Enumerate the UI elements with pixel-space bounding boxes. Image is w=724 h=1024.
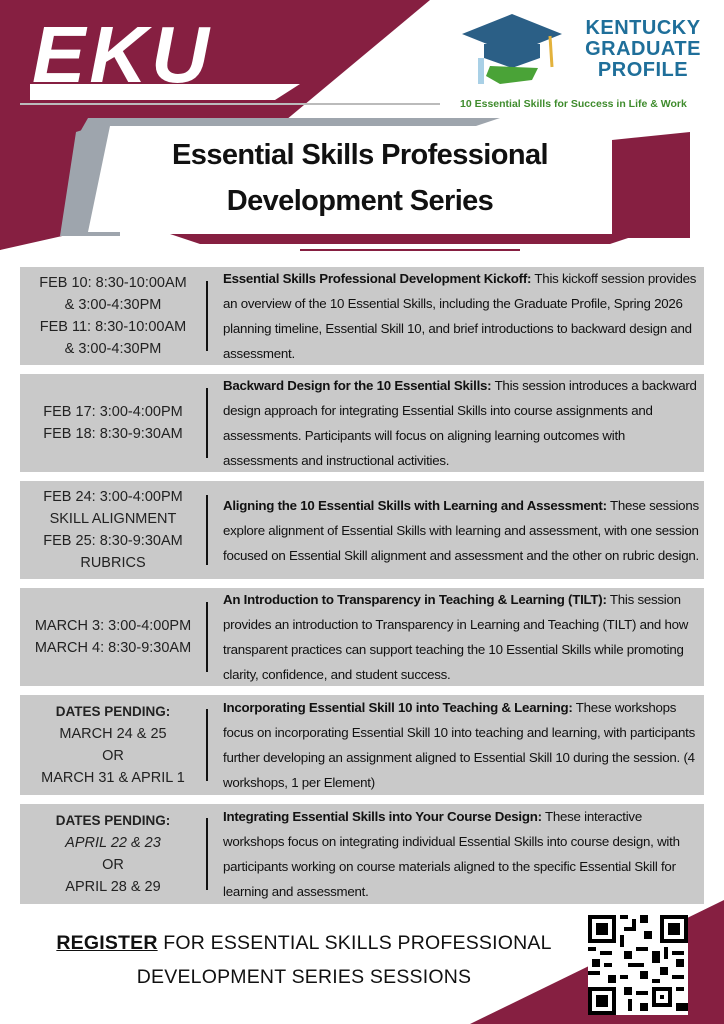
divider (206, 388, 208, 458)
date-line: FEB 11: 8:30-10:00AM (39, 319, 187, 335)
date-line: APRIL 28 & 29 (65, 879, 161, 895)
divider (206, 495, 208, 565)
session-heading: Incorporating Essential Skill 10 into Teaching & Learning: (223, 700, 573, 715)
register-text-line2: DEVELOPMENT SERIES SESSIONS (136, 966, 472, 988)
title-line: Essential Skills Professional (172, 139, 548, 171)
divider (206, 281, 208, 351)
eku-logo (28, 8, 300, 98)
divider (206, 709, 208, 781)
date-line: FEB 25: 8:30-9:30AM (43, 533, 183, 549)
kgp-title-line: KENTUCKY (585, 17, 701, 39)
date-heading: DATES PENDING: (55, 813, 171, 828)
date-line: OR (102, 748, 124, 764)
date-line: FEB 10: 8:30-10:00AM (39, 275, 187, 291)
session-dates (20, 804, 206, 904)
session-heading: Integrating Essential Skills into Your Course Design: (223, 809, 542, 824)
date-heading: DATES PENDING: (55, 704, 171, 719)
session-dates (20, 481, 206, 579)
divider (206, 602, 208, 672)
date-line: MARCH 4: 8:30-9:30AM (34, 640, 192, 656)
session-description (223, 804, 701, 904)
session-row (20, 804, 704, 904)
session-dates (20, 267, 206, 365)
register-text: FOR ESSENTIAL SKILLS PROFESSIONAL (157, 932, 552, 954)
session-description (223, 481, 701, 579)
session-text: These sessions explore alignment of Essential Skills with learning and assessment, with one session focused on Essential Skill alignment and assessment and the other on rubric design. (223, 497, 699, 563)
session-text: This session provides an introduction to Transparency in Learning and Teaching (TILT) and how transparent practices can support teaching the 10 Essential Skills while promoting clarity, confidence, and student success. (223, 592, 689, 682)
session-row (20, 481, 704, 579)
session-heading: Essential Skills Professional Development Kickoff: (223, 271, 532, 286)
kentucky-graduate-profile-logo (460, 12, 720, 112)
session-text: These workshops focus on incorporating Essential Skill 10 into teaching and learning, with participants further developing an assignment aligned to Essential Skill 10 during the session. (4 workshops, 1 per Element) (223, 700, 696, 790)
title-line: Development Series (226, 185, 494, 217)
date-line: SKILL ALIGNMENT (49, 511, 177, 527)
session-heading: Backward Design for the 10 Essential Skills: (223, 378, 492, 393)
date-line: MARCH 31 & APRIL 1 (41, 770, 185, 786)
date-line: MARCH 3: 3:00-4:00PM (34, 618, 192, 634)
session-dates (20, 588, 206, 686)
qr-code-icon[interactable] (588, 915, 688, 1015)
date-line: FEB 24: 3:00-4:00PM (43, 489, 183, 505)
graduation-cap-icon (460, 12, 565, 92)
session-text: This kickoff session provides an overview of the 10 Essential Skills, including the Graduate Profile, Spring 2026 planning timeline, Essential Skill 10, and brief introductions to backward design and assessment. (223, 271, 697, 361)
date-line: FEB 18: 8:30-9:30AM (43, 426, 183, 442)
session-row (20, 374, 704, 472)
date-line: & 3:00-4:30PM (64, 341, 162, 357)
page-title (120, 132, 600, 224)
session-description (223, 374, 701, 472)
session-heading: Aligning the 10 Essential Skills with Learning and Assessment: (223, 497, 607, 513)
date-line: MARCH 24 & 25 (59, 726, 167, 742)
divider (206, 818, 208, 890)
session-row (20, 267, 704, 365)
session-dates (20, 374, 206, 472)
session-description (223, 267, 701, 365)
date-line: RUBRICS (80, 555, 146, 571)
session-text: This session introduces a backward design approach for integrating Essential Skills into course assignments and assessments. Participants will focus on aligning learning outcomes with assessments and instructional activities. (223, 378, 697, 468)
session-row (20, 588, 704, 686)
kgp-tagline: 10 Essential Skills for Success in Life & Work (460, 98, 687, 110)
register-link[interactable]: REGISTER (56, 932, 158, 954)
date-line: OR (102, 857, 124, 873)
session-heading: An Introduction to Transparency in Teaching & Learning (TILT): (223, 592, 607, 607)
date-line: & 3:00-4:30PM (64, 297, 162, 313)
kgp-title-line: PROFILE (597, 59, 689, 81)
session-text: These interactive workshops focus on integrating individual Essential Skills into course design, with participants working on course materials aligned to the specific Essential Skill for learning and assessment. (223, 809, 680, 899)
eku-logo-text: EKU (32, 10, 213, 98)
session-description (223, 695, 701, 795)
register-call-to-action (24, 926, 584, 994)
session-dates (20, 695, 206, 795)
date-line: APRIL 22 & 23 (65, 835, 161, 851)
session-row (20, 695, 704, 795)
date-line: FEB 17: 3:00-4:00PM (43, 404, 183, 420)
kgp-title-line: GRADUATE (585, 38, 701, 60)
session-description (223, 588, 701, 686)
